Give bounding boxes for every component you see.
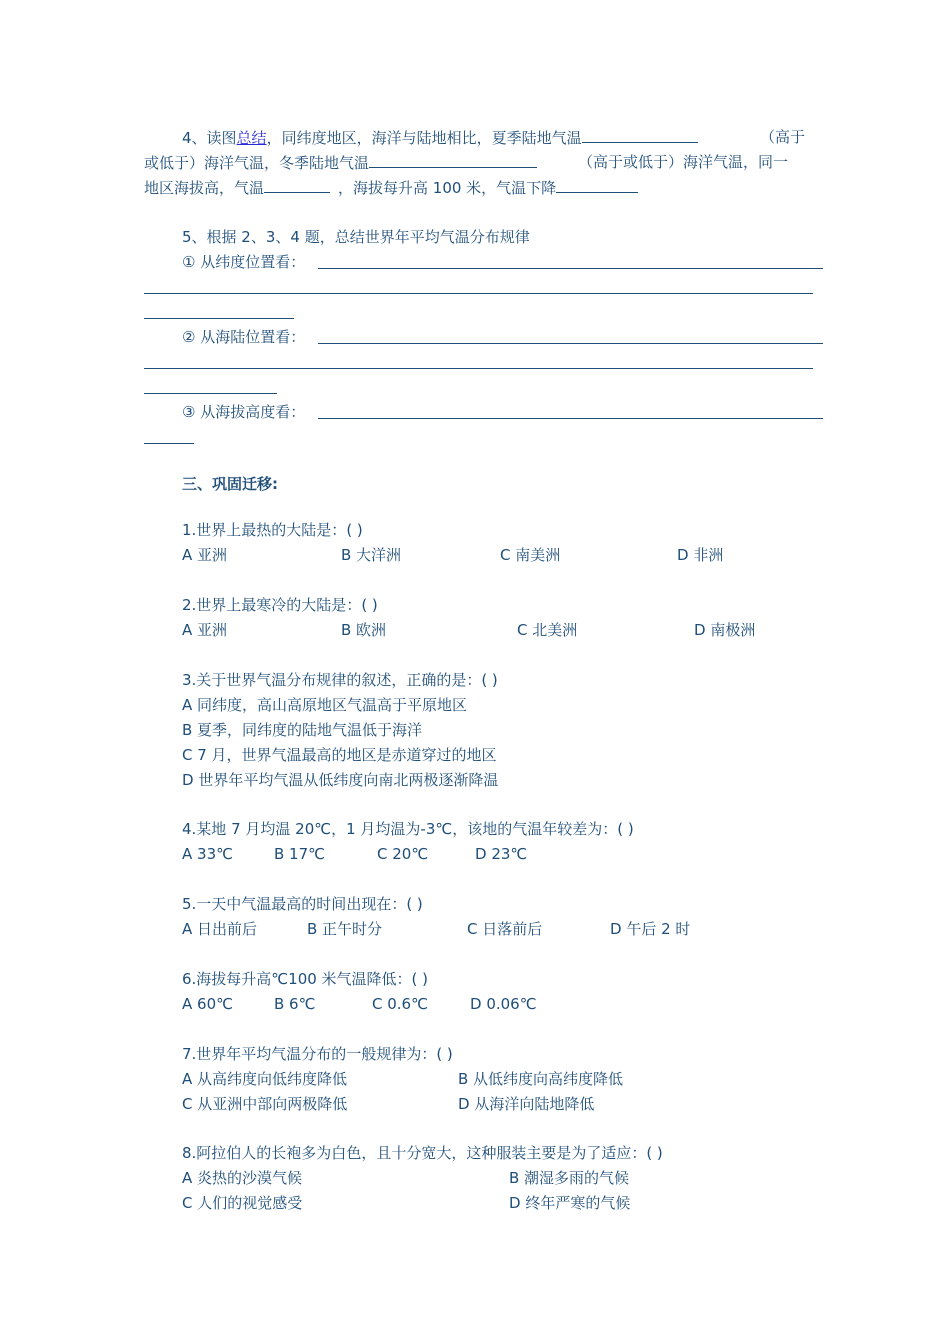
summary-link[interactable]: 总结 bbox=[236, 129, 267, 147]
question-2-option-d[interactable]: D 南极洲 bbox=[694, 621, 756, 639]
q5-item-2-answer-line-2[interactable] bbox=[144, 368, 813, 369]
question-2-option-b[interactable]: B 欧洲 bbox=[341, 621, 387, 639]
q5-item-2: ② 从海陆位置看： bbox=[182, 328, 306, 346]
question-8-option-b[interactable]: B 潮湿多雨的气候 bbox=[509, 1169, 630, 1187]
question-7-option-d[interactable]: D 从海洋向陆地降低 bbox=[458, 1095, 595, 1113]
question-5-option-c[interactable]: C 日落前后 bbox=[467, 920, 543, 938]
question-4-option-b[interactable]: B 17℃ bbox=[274, 845, 325, 863]
question-7-option-c[interactable]: C 从亚洲中部向两极降低 bbox=[182, 1095, 348, 1113]
question-2-option-a[interactable]: A 亚洲 bbox=[182, 621, 228, 639]
question-3-option-c[interactable]: C 7 月，世界气温最高的地区是赤道穿过的地区 bbox=[182, 746, 497, 764]
q4-blank-winter[interactable] bbox=[369, 151, 537, 168]
question-1-stem: 1.世界上最热的大陆是：( ) bbox=[182, 521, 363, 539]
q5-item-3: ③ 从海拔高度看： bbox=[182, 403, 306, 421]
q4-line-1 bbox=[182, 126, 698, 148]
q4-line-3 bbox=[144, 176, 638, 198]
question-8-stem: 8.阿拉伯人的长袍多为白色，且十分宽大，这种服装主要是为了适应：( ) bbox=[182, 1144, 663, 1162]
q5-item-2-answer-line-1[interactable] bbox=[318, 343, 823, 344]
question-5-stem: 5.一天中气温最高的时间出现在：( ) bbox=[182, 895, 423, 913]
q5-item-2-answer-line-3[interactable] bbox=[144, 393, 277, 394]
question-5-option-d[interactable]: D 午后 2 时 bbox=[610, 920, 691, 938]
question-1-option-c[interactable]: C 南美洲 bbox=[500, 546, 561, 564]
q4-blank-altitude[interactable] bbox=[264, 176, 330, 193]
question-6-option-b[interactable]: B 6℃ bbox=[274, 995, 316, 1013]
question-8-option-c[interactable]: C 人们的视觉感受 bbox=[182, 1194, 303, 1212]
q4-blank-drop[interactable] bbox=[556, 176, 638, 193]
question-4-option-a[interactable]: A 33℃ bbox=[182, 845, 233, 863]
question-7-option-b[interactable]: B 从低纬度向高纬度降低 bbox=[458, 1070, 624, 1088]
question-4-option-c[interactable]: C 20℃ bbox=[377, 845, 429, 863]
question-1-option-a[interactable]: A 亚洲 bbox=[182, 546, 228, 564]
question-8-option-d[interactable]: D 终年严寒的气候 bbox=[509, 1194, 631, 1212]
question-2-stem: 2.世界上最寒冷的大陆是：( ) bbox=[182, 596, 378, 614]
q4-line2-start: 或低于）海洋气温，冬季陆地气温 bbox=[144, 154, 370, 172]
q4-line3-mid: ，海拔每升高 100 米，气温下降 bbox=[338, 179, 557, 197]
q5-item-1-answer-line-2[interactable] bbox=[144, 293, 813, 294]
question-7-stem: 7.世界年平均气温分布的一般规律为：( ) bbox=[182, 1045, 453, 1063]
question-2-option-c[interactable]: C 北美洲 bbox=[517, 621, 578, 639]
q4-line-2 bbox=[144, 151, 537, 173]
question-6-option-c[interactable]: C 0.6℃ bbox=[372, 995, 428, 1013]
q5-item-1: ① 从纬度位置看： bbox=[182, 253, 306, 271]
q4-prefix: 4、读图 bbox=[182, 129, 237, 147]
q5-item-3-answer-line-1[interactable] bbox=[318, 418, 823, 419]
question-3-stem: 3.关于世界气温分布规律的叙述，正确的是：( ) bbox=[182, 671, 498, 689]
question-3-option-d[interactable]: D 世界年平均气温从低纬度向南北两极逐渐降温 bbox=[182, 771, 499, 789]
question-3-option-b[interactable]: B 夏季，同纬度的陆地气温低于海洋 bbox=[182, 721, 423, 739]
section-3-title: 三、巩固迁移: bbox=[182, 475, 278, 493]
question-5-option-a[interactable]: A 日出前后 bbox=[182, 920, 258, 938]
question-4-option-d[interactable]: D 23℃ bbox=[475, 845, 528, 863]
q5-title: 5、根据 2、3、4 题，总结世界年平均气温分布规律 bbox=[182, 228, 530, 246]
q5-item-3-answer-line-2[interactable] bbox=[144, 443, 194, 444]
question-1-option-b[interactable]: B 大洋洲 bbox=[341, 546, 402, 564]
question-4-stem: 4.某地 7 月均温 20℃，1 月均温为-3℃，该地的气温年较差为：( ) bbox=[182, 820, 634, 838]
question-6-stem: 6.海拔每升高℃100 米气温降低：( ) bbox=[182, 970, 429, 988]
q4-line3-start: 地区海拔高，气温 bbox=[144, 179, 265, 197]
question-1-option-d[interactable]: D 非洲 bbox=[677, 546, 724, 564]
q4-after-link: ，同纬度地区，海洋与陆地相比，夏季陆地气温 bbox=[266, 129, 582, 147]
question-6-option-a[interactable]: A 60℃ bbox=[182, 995, 233, 1013]
question-6-option-d[interactable]: D 0.06℃ bbox=[470, 995, 537, 1013]
q4-paren-2: （高于或低于）海洋气温，同一 bbox=[578, 153, 789, 171]
question-3-option-a[interactable]: A 同纬度，高山高原地区气温高于平原地区 bbox=[182, 696, 468, 714]
q5-item-1-answer-line-3[interactable] bbox=[144, 318, 294, 319]
question-8-option-a[interactable]: A 炎热的沙漠气候 bbox=[182, 1169, 303, 1187]
q4-blank-summer[interactable] bbox=[582, 126, 698, 143]
q5-item-1-answer-line-1[interactable] bbox=[318, 268, 823, 269]
question-7-option-a[interactable]: A 从高纬度向低纬度降低 bbox=[182, 1070, 348, 1088]
q4-paren-1: （高于 bbox=[760, 128, 806, 146]
question-5-option-b[interactable]: B 正午时分 bbox=[307, 920, 383, 938]
